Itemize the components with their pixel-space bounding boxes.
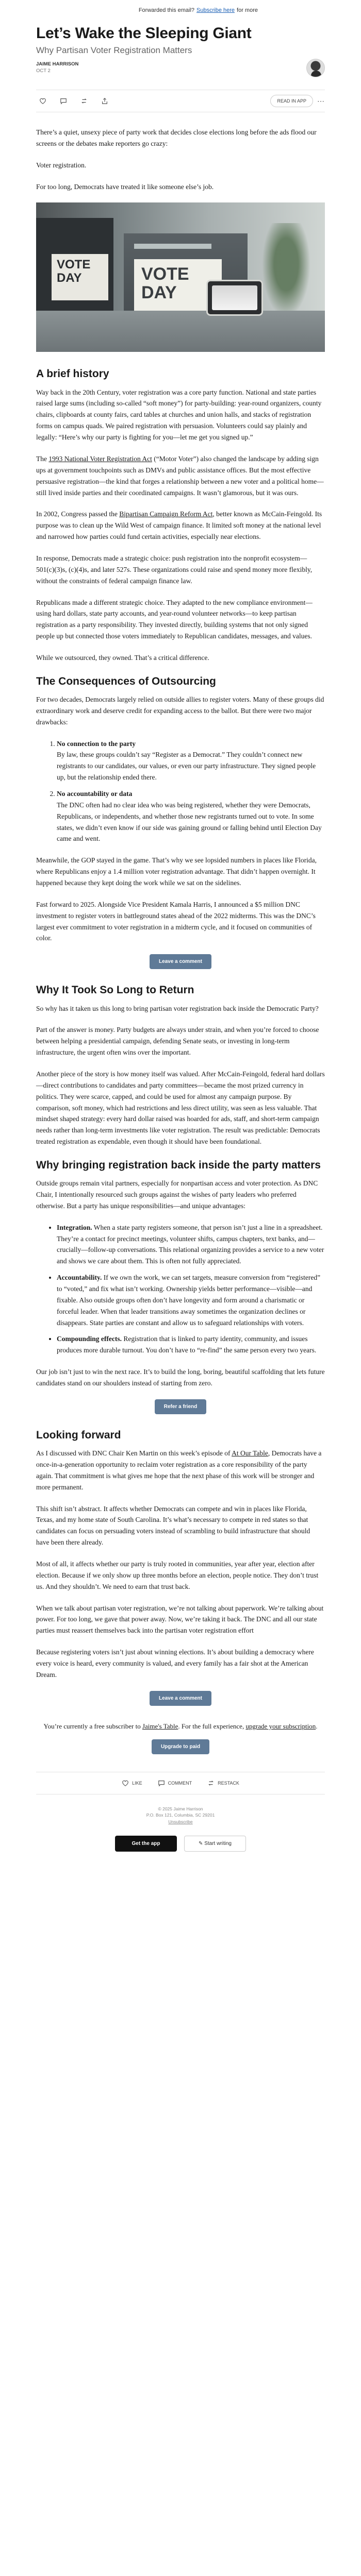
section-looking-forward: [36, 1429, 325, 1706]
leave-comment-button[interactable]: Leave a comment: [150, 954, 211, 969]
hero-image-voting-booths[interactable]: [36, 202, 325, 352]
intro: [36, 127, 325, 192]
consequences-p1: For two decades, Democrats largely relied on outside allies to register voters. Many of these groups did extraordinary work and deserve credit for expanding access to the ballot. But there were two major drawbacks:: [36, 696, 324, 726]
nvra-link[interactable]: 1993 National Voter Registration Act: [48, 454, 152, 463]
advantages-list: [57, 1222, 325, 1356]
heading-looking-forward: Looking forward: [36, 1429, 121, 1441]
list-item: 2. No accountability or data The DNC often had no clear idea who was being registered, whether they were Democrats, Republicans, or independents, and whether those new registrants turned out to vote. In some states, we didn’t even know if our side was gaining ground or falling behind until Election Day came and went.: [57, 788, 325, 844]
heart-icon[interactable]: [39, 97, 46, 105]
start-writing-button[interactable]: ✎ Start writing: [184, 1836, 246, 1852]
why-p2: Part of the answer is money. Party budgets are always under strain, and when you’re forced to choose between helping a presidential campaign, defending Senate seats, or investing in long-term infrastructure, the urgent often wins over the important.: [36, 1026, 319, 1057]
mailing-address: P.O. Box 121, Columbia, SC 29201: [146, 1812, 215, 1818]
list-item: • Accountability. If we own the work, we can set targets, measure conversion from “registered” to “voted,” and fix what isn’t working. Ownership yields better performance—visible—and fixable. Also outside groups often don’t have longevity and form around a charismatic or forceful leader. When that leader transitions away sometimes the organization declines or disappears. State parties are constant and allow us to safeguard relationships with voters.: [57, 1272, 325, 1328]
history-p6: While we outsourced, they owned. That’s a critical difference.: [36, 653, 209, 662]
upgrade-link[interactable]: upgrade your subscription: [245, 1722, 316, 1730]
why-p3: Another piece of the story is how money itself was valued. After McCain-Feingold, federal hard dollars—direct contributions to candidates and party committees—became the most prized currency in politics. They were scarce, capped, and could be used for almost any campaign purpose. By comparison, soft money, which had restrictions and less direct utility, was seen as less valuable. That mindset shaped strategy: every hard dollar raised was hoarded for ads, staff, and short-term campaign needs rather than long-term investments like voter registration. The result was predictable: Democrats treated registration as expendable, even though it should have been foundational.: [36, 1070, 325, 1146]
history-p3: In 2002, Congress passed the Bipartisan Campaign Reform Act, better known as McCain-Feingold. Its purpose was to clean up the Wild West of campaign finance. It limited soft money at the national level and narrowed how parties could fund certain activities, especially near elections.: [36, 510, 322, 541]
heading-why-so-long: Why It Took So Long to Return: [36, 984, 194, 996]
forward-banner: [0, 0, 361, 23]
forward-suffix: for more: [237, 7, 258, 13]
heart-icon: [122, 1780, 129, 1787]
forward-p4: When we talk about partisan voter registration, we’re not talking about paperwork. We’re talking about power. For too long, we gave that power away. Now, we’re taking it back. The DNC and all our state parties must reassert themselves back into the partisan voter registration effort: [36, 1604, 324, 1635]
list-item: 1. No connection to the party By law, these groups couldn’t say “Register as a Democrat.” They couldn’t connect new registrants to our candidates, our values, or even our party infrastructure. They signed people up, but the relationship ended there.: [57, 738, 325, 783]
intro-paragraph-2: Voter registration.: [36, 161, 87, 169]
voting-tablet: [206, 280, 263, 316]
subscription-note: You’re currently a free subscriber to Jaime's Table. For the full experience, upgrade your subscription.: [43, 1722, 318, 1730]
author-name[interactable]: JAIME HARRISON: [36, 61, 79, 67]
restack-icon: [207, 1780, 215, 1787]
forward-text: Forwarded this email?: [138, 7, 195, 13]
bringing-p1: Outside groups remain vital partners, especially for nonpartisan access and voter protection. As DNC Chair, I intentionally resourced such groups against the wishes of party leaders who preferred otherwise. But a party has unique responsibilities—and unique advantages:: [36, 1179, 318, 1210]
intro-paragraph-3: For too long, Democrats have treated it like someone else’s job.: [36, 182, 214, 191]
history-p4: In response, Democrats made a strategic choice: push registration into the nonprofit ecosystem—501(c)(3)s, (c)(4)s, and later 527s. These organizations could raise and spend money more flexibly, without the constraints of federal campaign finance law.: [36, 554, 313, 585]
intro-paragraph-1: There’s a quiet, unsexy piece of party work that decides close elections long before the ads flood our screens or the debates make reporters go crazy:: [36, 128, 317, 147]
get-app-button[interactable]: Get the app: [115, 1836, 177, 1852]
at-our-table-link[interactable]: At Our Table: [232, 1449, 268, 1458]
history-p1: Way back in the 20th Century, voter registration was a core party function. National and state parties raised large sums (including so-called “soft money”) for party-building: year-round organizers, county chairs, clipboards at county fairs, card tables at churches and union halls, and stacks of registration forms on campus quads. We paired registration with persuasion. Volunteers could say plainly and legally: “Here’s why our party is fighting for you—let me get you signed up.”: [36, 388, 322, 442]
publication-link[interactable]: Jaime's Table: [142, 1722, 178, 1730]
post-actions-bar: [36, 90, 325, 112]
forward-p5: Because registering voters isn’t just about winning elections. It’s about building a democracy where every voice is heard, every community is valued, and every family has a fair shot at the American Dream.: [36, 1648, 314, 1679]
share-icon[interactable]: [101, 97, 108, 105]
heading-consequences: The Consequences of Outsourcing: [36, 675, 216, 687]
bcra-link[interactable]: Bipartisan Campaign Reform Act: [119, 510, 213, 518]
app-cta-bar: [36, 1836, 325, 1862]
drawbacks-list: [57, 738, 325, 845]
comment-icon[interactable]: [60, 97, 67, 105]
footer-legal: [36, 1806, 325, 1825]
comment-button[interactable]: COMMENT: [158, 1780, 192, 1787]
unsubscribe-link[interactable]: Unsubscribe: [168, 1819, 193, 1824]
like-button[interactable]: LIKE: [122, 1780, 142, 1787]
booth-sign-small: VOTE DAY: [52, 254, 108, 300]
post-date: OCT 2: [36, 68, 51, 74]
subscribe-link[interactable]: Subscribe here: [196, 7, 235, 13]
list-item: • Integration. When a state party registers someone, that person isn’t just a line in a spreadsheet. They’re a contact for precinct meetings, volunteer shifts, campus chapters, text banks, and—crucially—follow-up conversations. This relational organizing provides a service to a new voter and shows we care about them. This is often not fully appreciated.: [57, 1222, 325, 1267]
heading-brief-history: A brief history: [36, 368, 109, 380]
post-title: Let’s Wake the Sleeping Giant: [36, 25, 252, 42]
more-icon[interactable]: ⋯: [317, 96, 325, 105]
history-p2: The 1993 National Voter Registration Act (“Motor Voter”) also changed the landscape by adding sign ups at government touchpoints such as DMVs and public assistance offices. But the most effective persuasive registration—the kind that forges a relationship between a new voter and a political home—still lived inside parties and their coordinated campaigns. It wasn’t glamorous, but it was ours.: [36, 454, 324, 497]
table-surface: [36, 311, 325, 352]
author-block: [36, 61, 78, 75]
consequences-p3: Fast forward to 2025. Alongside Vice President Kamala Harris, I announced a $5 million DNC investment to register voters in battleground states ahead of the 2022 midterms. This was the DNC’s largest ever commitment to voter registration in a midterm cycle, and it focused on communities of color.: [36, 900, 316, 942]
history-p5: Republicans made a different strategic choice. They adapted to the new compliance environment—using hard dollars, state party accounts, and year-round volunteer networks—to keep partisan registration as a party responsibility. They invested directly, building systems that not only signed people up but connected those voters immediately to Republican candidates, messages, and values.: [36, 598, 313, 640]
comment-icon: [158, 1780, 165, 1787]
read-in-app-button[interactable]: READ IN APP: [270, 95, 313, 107]
section-bringing-back: [36, 1159, 325, 1414]
section-consequences: [36, 675, 325, 970]
author-avatar[interactable]: [306, 59, 325, 77]
leave-comment-button-bottom[interactable]: Leave a comment: [150, 1691, 211, 1706]
forward-p2: This shift isn’t abstract. It affects whether Democrats can compete and win in places like Florida, Texas, and my home state of South Carolina. It’s what’s necessary to compete in red states so that candidates can focus on persuading voters instead of scrambling to build infrastructure that should have been there already.: [36, 1504, 310, 1547]
heading-bringing-back: Why bringing registration back inside the party matters: [36, 1159, 321, 1171]
copyright-text: © 2025 Jaime Harrison: [158, 1806, 203, 1811]
bottom-actions-bar: [36, 1772, 325, 1794]
list-item: • Compounding effects. Registration that is linked to party identity, community, and issues produces more durable turnout. You don’t have to “re-find” the same person every two years.: [57, 1333, 325, 1356]
section-why: [36, 984, 325, 1147]
post-subtitle: Why Partisan Voter Registration Matters: [36, 45, 192, 55]
consequences-p2: Meanwhile, the GOP stayed in the game. That’s why we see lopsided numbers in places like Florida, where Republicans enjoy a 1.4 million voter registration advantage. That didn’t happen overnight. It happened because they kept doing the work while we sat on the sidelines.: [36, 856, 317, 887]
forward-p3: Most of all, it affects whether our party is truly rooted in communities, year after year, election after election. Because if we only show up three months before an election, people notice. They don’t trust us. And they shouldn’t. We need to earn that trust back.: [36, 1560, 319, 1590]
why-p1: So why has it taken us this long to bring partisan voter registration back inside the Democratic Party?: [36, 1004, 319, 1012]
refer-friend-button[interactable]: Refer a friend: [155, 1399, 206, 1414]
bringing-p2: Our job isn’t just to win the next race. It’s to build the long, boring, beautiful scaffolding that lets future candidates stand on our shoulders instead of starting from zero.: [36, 1368, 325, 1387]
byline: [36, 59, 325, 77]
forward-p1: As I discussed with DNC Chair Ken Martin on this week’s episode of At Our Table, Democrats have a once-in-a-generation opportunity to reclaim voter registration as a core responsibility of the party again. That commitment is what gives me hope that the next phase of this work will be stronger and more permanent.: [36, 1449, 322, 1491]
restack-icon[interactable]: [80, 97, 88, 105]
upgrade-to-paid-button[interactable]: Upgrade to paid: [152, 1739, 209, 1754]
pen-icon: ✎: [199, 1840, 205, 1846]
booth-sign-large: VOTE DAY: [134, 259, 222, 321]
section-history: [36, 367, 325, 663]
restack-button[interactable]: RESTACK: [207, 1780, 239, 1787]
